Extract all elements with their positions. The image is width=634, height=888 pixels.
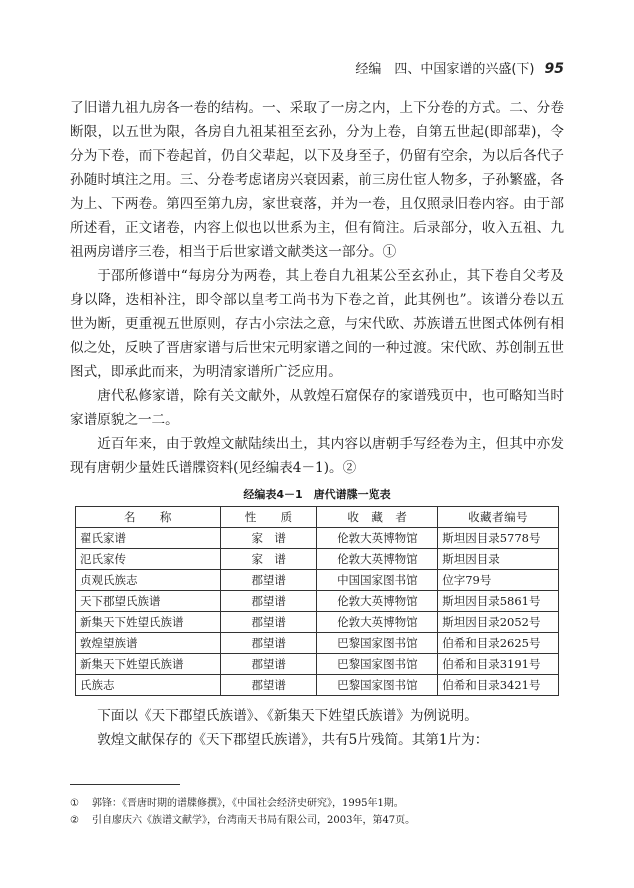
cell-holder: 伦敦大英博物馆 (317, 528, 438, 549)
table-row (76, 675, 559, 696)
table-row (76, 570, 559, 591)
table-row (76, 633, 559, 654)
running-header (355, 58, 564, 77)
cell-type: 家 谱 (220, 528, 317, 549)
cell-name: 敦煌望族谱 (76, 633, 221, 654)
cell-number: 伯希和目录3191号 (438, 654, 559, 675)
cell-holder: 伦敦大英博物馆 (317, 612, 438, 633)
paragraph-3: 唐代私修家谱，除有关文献外，从敦煌石窟保存的家谱残页中，也可略知当时家谱原貌之一二。 (70, 388, 564, 428)
cell-type: 郡望谱 (220, 591, 317, 612)
cell-number: 斯坦因目录 (438, 549, 559, 570)
table-header-row (76, 507, 559, 528)
cell-holder: 巴黎国家图书馆 (317, 633, 438, 654)
footnote-mark: ① (70, 798, 79, 809)
footnote-text: 引自廖庆六《族谱文献学》，台湾南天书局有限公司，2003年，第47页。 (92, 815, 416, 826)
cell-number: 伯希和目录3421号 (438, 675, 559, 696)
footnote-1 (70, 795, 564, 812)
header-holder: 收 藏 者 (317, 507, 438, 528)
cell-type: 郡望谱 (220, 654, 317, 675)
paragraph-5: 下面以《天下郡望氏族谱》、《新集天下姓望氏族谱》为例说明。 (97, 708, 478, 724)
table-row (76, 549, 559, 570)
footnote-text: 郭锋：《晋唐时期的谱牒修撰》，《中国社会经济史研究》，1995年1期。 (92, 798, 404, 809)
cell-holder: 巴黎国家图书馆 (317, 654, 438, 675)
paragraph-4: 近百年来，由于敦煌文献陆续出土，其内容以唐朝手写经卷为主，但其中亦发现有唐朝少量姓氏谱牒资料(见经编表4－1)。② (70, 436, 564, 476)
cell-type: 郡望谱 (220, 675, 317, 696)
table-row (76, 612, 559, 633)
paragraph-2: 于邵所修谱中“每房分为两卷，其上卷自九祖某公至玄孙止，其下卷自父考及身以降，迭相补注，即令部以皇考工尚书为下卷之首，此其例也”。该谱分卷以五世为断，更重视五世原则，存古小宗法之意，与宋代欧、苏族谱五世图式体例有相似之处，反映了晋唐家谱与后世宋元明家谱之间的一种过渡。宋代欧、苏创制五世图式，即承此而来，为明清家谱所广泛应用。 (70, 268, 564, 380)
cell-number: 斯坦因目录5861号 (438, 591, 559, 612)
cell-name: 翟氏家谱 (76, 528, 221, 549)
header-type: 性 质 (220, 507, 317, 528)
cell-number: 斯坦因目录5778号 (438, 528, 559, 549)
table-row (76, 654, 559, 675)
cell-type: 郡望谱 (220, 570, 317, 591)
cell-number: 斯坦因目录2052号 (438, 612, 559, 633)
cell-number: 伯希和目录2625号 (438, 633, 559, 654)
cell-name: 新集天下姓望氏族谱 (76, 612, 221, 633)
cell-holder: 伦敦大英博物馆 (317, 591, 438, 612)
cell-type: 家 谱 (220, 549, 317, 570)
header-number: 收藏者编号 (438, 507, 559, 528)
cell-type: 郡望谱 (220, 633, 317, 654)
cell-name: 氏族志 (76, 675, 221, 696)
footnote-mark: ② (70, 815, 79, 826)
paragraph-1: 了旧谱九祖九房各一卷的结构。一、采取了一房之内，上下分卷的方式。二、分卷断限，以五世为限，各房自九祖某祖至玄孙，分为上卷，自第五世起(即部辈)，令分为下卷，而下卷起首，仍自父辈起，以下及身至子，仍留有空余，为以后各代子孙随时填注之用。三、分卷考虑诸房兴衰因素，前三房仕宦人物多，子孙繁盛，各为上、下两卷。第四至第九房，家世衰落，并为一卷，且仅照录旧卷内容。由于部所述看，正文诸卷，内容上似也以世系为主，但有简注。后录部分，收入五祖、九祖两房谱序三卷，相当于后世家谱文献类这一部分。① (70, 100, 564, 260)
cell-holder: 中国国家图书馆 (317, 570, 438, 591)
cell-name: 氾氏家传 (76, 549, 221, 570)
table-caption: 经编表4－1 唐代谱牒一览表 (243, 488, 391, 501)
table-row (76, 591, 559, 612)
table-row (76, 528, 559, 549)
cell-name: 新集天下姓望氏族谱 (76, 654, 221, 675)
cell-type: 郡望谱 (220, 612, 317, 633)
header-name: 名 称 (76, 507, 221, 528)
paragraph-6: 敦煌文献保存的《天下郡望氏族谱》，共有5片残简。其第1片为： (97, 732, 489, 748)
page-number: 95 (544, 61, 564, 77)
footnote-2 (70, 812, 564, 829)
cell-name: 天下郡望氏族谱 (76, 591, 221, 612)
running-title: 经编 四、中国家谱的兴盛(下) (355, 62, 535, 77)
cell-name: 贞观氏族志 (76, 570, 221, 591)
cell-number: 位字79号 (438, 570, 559, 591)
footnote-divider (70, 784, 180, 785)
page-body (70, 96, 564, 829)
genealogy-table (75, 506, 559, 696)
cell-holder: 巴黎国家图书馆 (317, 675, 438, 696)
cell-holder: 伦敦大英博物馆 (317, 549, 438, 570)
